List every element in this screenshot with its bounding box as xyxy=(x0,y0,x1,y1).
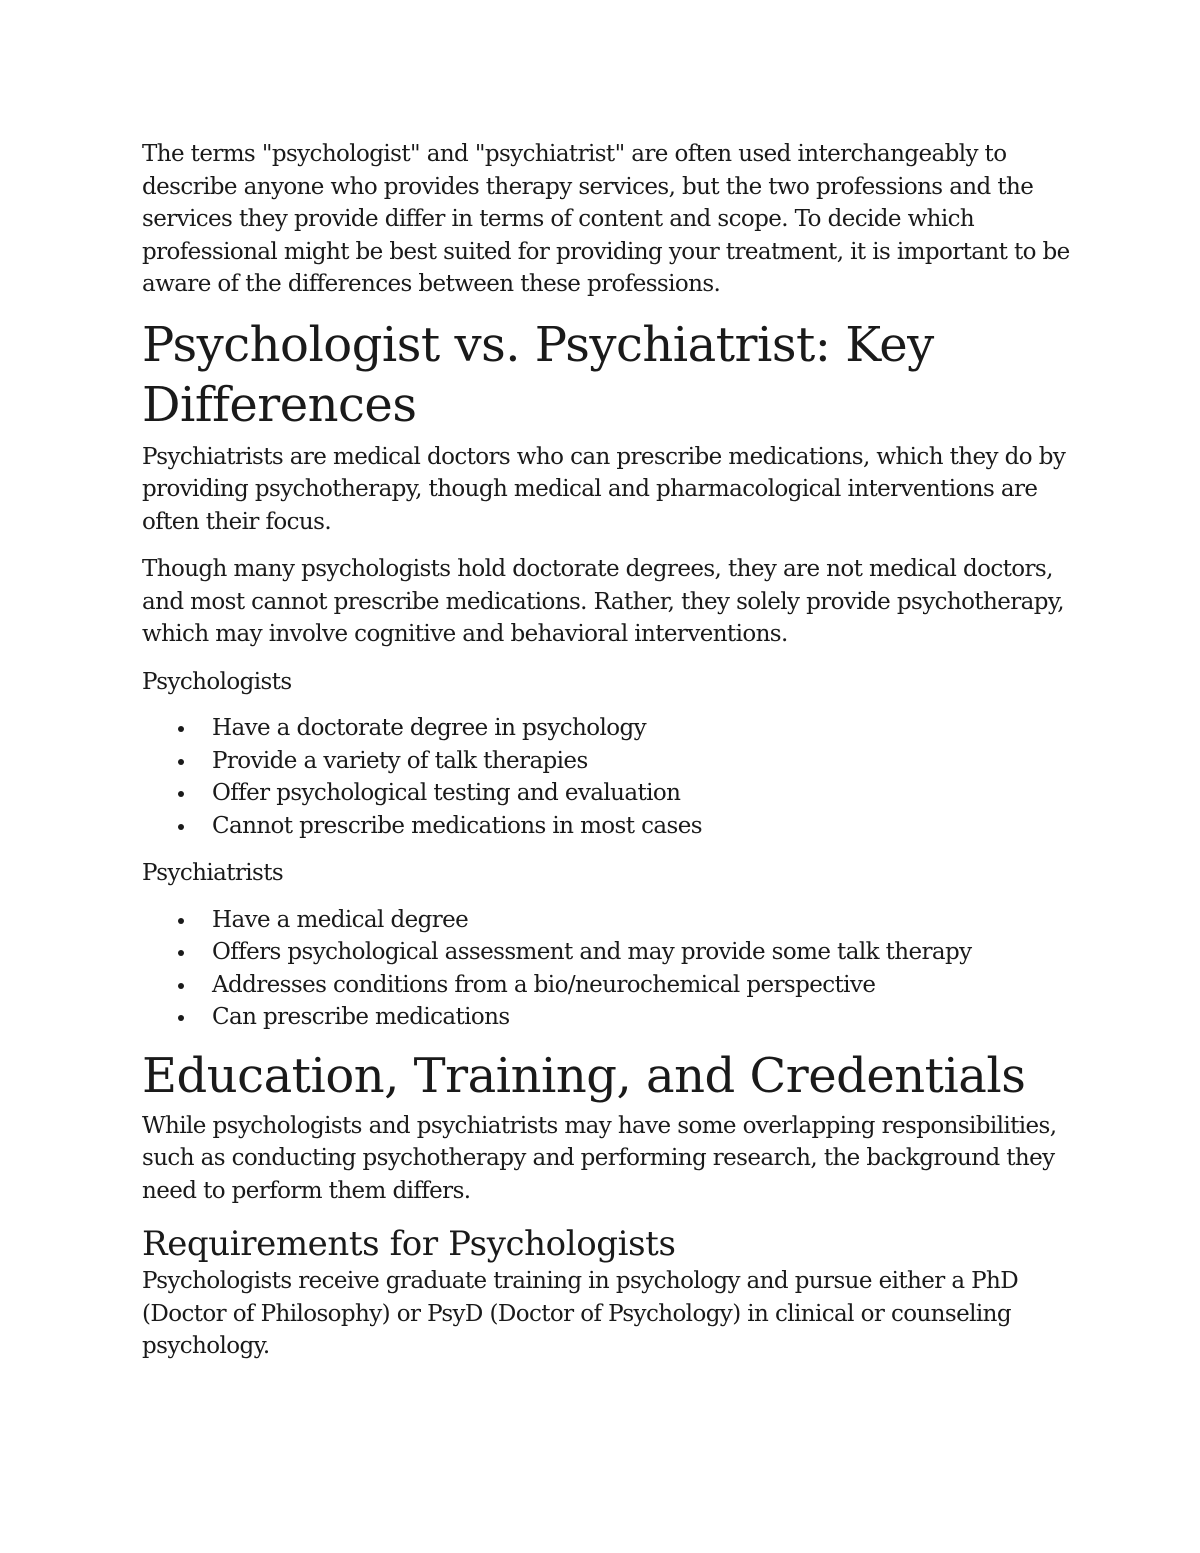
list-item: Have a medical degree xyxy=(212,904,1077,937)
list-item: Provide a variety of talk therapies xyxy=(212,745,1077,778)
requirements-psychologists-heading: Requirements for Psychologists xyxy=(142,1224,676,1264)
list-item: Addresses conditions from a bio/neurochemical perspective xyxy=(212,969,1077,1002)
education-heading: Education, Training, and Credentials xyxy=(142,1047,1026,1104)
psychiatrists-list xyxy=(142,904,1077,1034)
psychiatrists-list-label: Psychiatrists xyxy=(142,860,284,886)
psychiatrists-description-paragraph: Psychiatrists are medical doctors who can prescribe medications, which they do by providing psychotherapy, though medical and pharmacological interventions are often their focus. xyxy=(142,443,1066,535)
psychologists-list xyxy=(142,712,1077,842)
key-differences-heading: Psychologist vs. Psychiatrist: Key Differences xyxy=(142,316,934,433)
list-item: Cannot prescribe medications in most cases xyxy=(212,810,1077,843)
list-item: Offers psychological assessment and may provide some talk therapy xyxy=(212,936,1077,969)
education-paragraph: While psychologists and psychiatrists may have some overlapping responsibilities, such as conducting psychotherapy and performing research, the background they need to perform them differs. xyxy=(142,1112,1057,1204)
list-item: Offer psychological testing and evaluation xyxy=(212,777,1077,810)
list-item: Have a doctorate degree in psychology xyxy=(212,712,1077,745)
list-item: Can prescribe medications xyxy=(212,1001,1077,1034)
psychologists-description-paragraph: Though many psychologists hold doctorate degrees, they are not medical doctors, and most cannot prescribe medications. Rather, they solely provide psychotherapy, which may involve cognitive and behavioral interventions. xyxy=(142,556,1064,647)
intro-paragraph: The terms "psychologist" and "psychiatrist" are often used interchangeably to describe anyone who provides therapy services, but the two professions and the services they provide differ in terms of content and scope. To decide which professional might be best suited for providing your treatment, it is important to be aware of the differences between these professions. xyxy=(142,141,1070,297)
document-page xyxy=(142,138,1077,1363)
psychologists-list-label: Psychologists xyxy=(142,668,292,695)
requirements-psychologists-paragraph: Psychologists receive graduate training in psychology and pursue either a PhD (Doctor of Philosophy) or PsyD (Doctor of Psychology) in clinical or counseling psychology. xyxy=(142,1268,1019,1359)
